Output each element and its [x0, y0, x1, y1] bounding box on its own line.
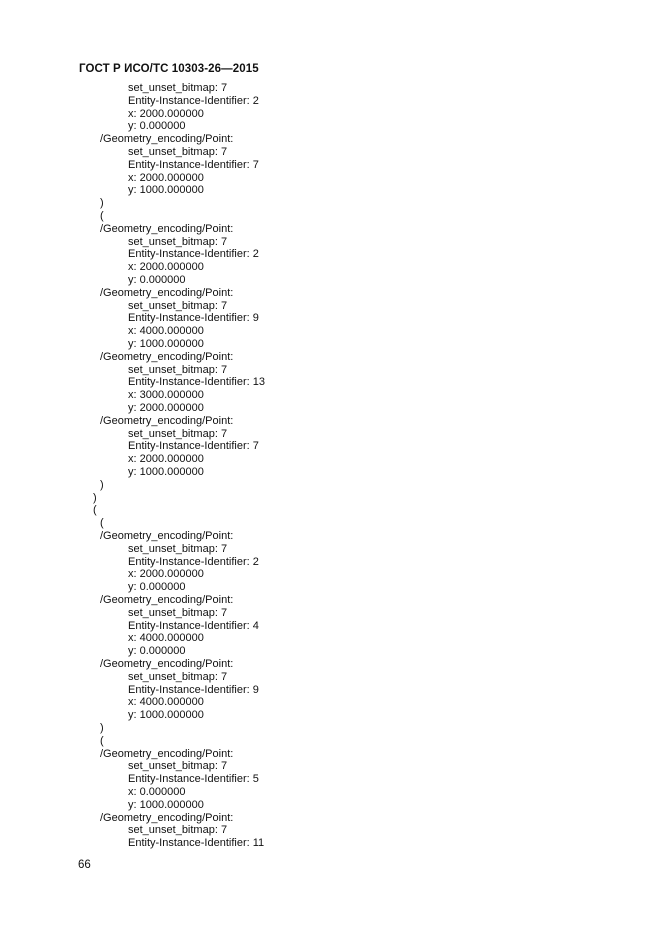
code-line: x: 4000.000000: [128, 632, 204, 645]
page-header-title: ГОСТ Р ИСО/ТС 10303-26—2015: [79, 63, 259, 75]
code-line: /Geometry_encoding/Point:: [100, 414, 234, 427]
code-line: /Geometry_encoding/Point:: [100, 747, 234, 760]
code-line: y: 1000.000000: [128, 184, 204, 197]
code-line: /Geometry_encoding/Point:: [100, 658, 234, 670]
code-line: ): [100, 197, 104, 210]
code-line: set_unset_bitmap: 7: [128, 82, 228, 94]
code-line: Entity-Instance-Identifier: 2: [128, 94, 259, 107]
code-line: /Geometry_encoding/Point:: [100, 350, 234, 363]
code-line: ): [93, 491, 97, 504]
code-line: set_unset_bitmap: 7: [128, 542, 228, 555]
code-line: ): [100, 478, 104, 491]
code-line: x: 2000.000000: [128, 171, 204, 184]
code-line: /Geometry_encoding/Point:: [100, 133, 234, 146]
code-line: (: [100, 210, 104, 222]
code-line: Entity-Instance-Identifier: 7: [128, 440, 259, 453]
code-line: ): [100, 722, 104, 734]
code-line: set_unset_bitmap: 7: [128, 235, 228, 248]
code-line: x: 0.000000: [128, 786, 186, 798]
code-line: y: 0.000000: [128, 120, 186, 133]
code-line: y: 1000.000000: [128, 338, 204, 350]
code-line: Entity-Instance-Identifier: 2: [128, 248, 259, 261]
code-line: y: 1000.000000: [128, 709, 204, 722]
code-line: y: 0.000000: [128, 581, 186, 594]
code-line: set_unset_bitmap: 7: [128, 146, 228, 158]
code-line: /Geometry_encoding/Point:: [100, 594, 234, 606]
code-line: set_unset_bitmap: 7: [128, 606, 228, 619]
code-line: Entity-Instance-Identifier: 13: [128, 376, 265, 389]
code-line: Entity-Instance-Identifier: 7: [128, 158, 259, 171]
code-line: set_unset_bitmap: 7: [128, 824, 228, 837]
code-line: set_unset_bitmap: 7: [128, 363, 228, 376]
code-line: Entity-Instance-Identifier: 2: [128, 555, 259, 568]
code-line: set_unset_bitmap: 7: [128, 670, 228, 683]
code-line: x: 2000.000000: [128, 107, 204, 120]
code-line: x: 2000.000000: [128, 261, 204, 274]
code-line: /Geometry_encoding/Point:: [100, 530, 234, 542]
code-line: y: 0.000000: [128, 274, 186, 286]
code-line: x: 4000.000000: [128, 325, 204, 338]
code-line: (: [100, 517, 104, 530]
code-line: set_unset_bitmap: 7: [128, 427, 228, 440]
code-line: y: 1000.000000: [128, 466, 204, 478]
code-line: x: 3000.000000: [128, 389, 204, 402]
code-line: Entity-Instance-Identifier: 11: [128, 837, 265, 850]
code-line: (: [93, 504, 97, 517]
code-line: Entity-Instance-Identifier: 5: [128, 773, 259, 786]
code-line: x: 4000.000000: [128, 696, 204, 709]
code-line: /Geometry_encoding/Point:: [100, 286, 234, 299]
code-line: y: 0.000000: [128, 645, 186, 658]
code-line: Entity-Instance-Identifier: 9: [128, 683, 259, 696]
code-line: y: 1000.000000: [128, 798, 204, 811]
code-line: x: 2000.000000: [128, 453, 204, 466]
code-line: Entity-Instance-Identifier: 9: [128, 312, 259, 325]
page-number: 66: [78, 859, 91, 871]
code-line: (: [100, 734, 104, 747]
code-line: Entity-Instance-Identifier: 4: [128, 619, 259, 632]
code-line: x: 2000.000000: [128, 568, 204, 581]
code-line: set_unset_bitmap: 7: [128, 299, 228, 312]
code-line: y: 2000.000000: [128, 402, 204, 414]
code-line: /Geometry_encoding/Point:: [100, 811, 234, 824]
code-line: set_unset_bitmap: 7: [128, 760, 228, 773]
code-line: /Geometry_encoding/Point:: [100, 222, 234, 235]
